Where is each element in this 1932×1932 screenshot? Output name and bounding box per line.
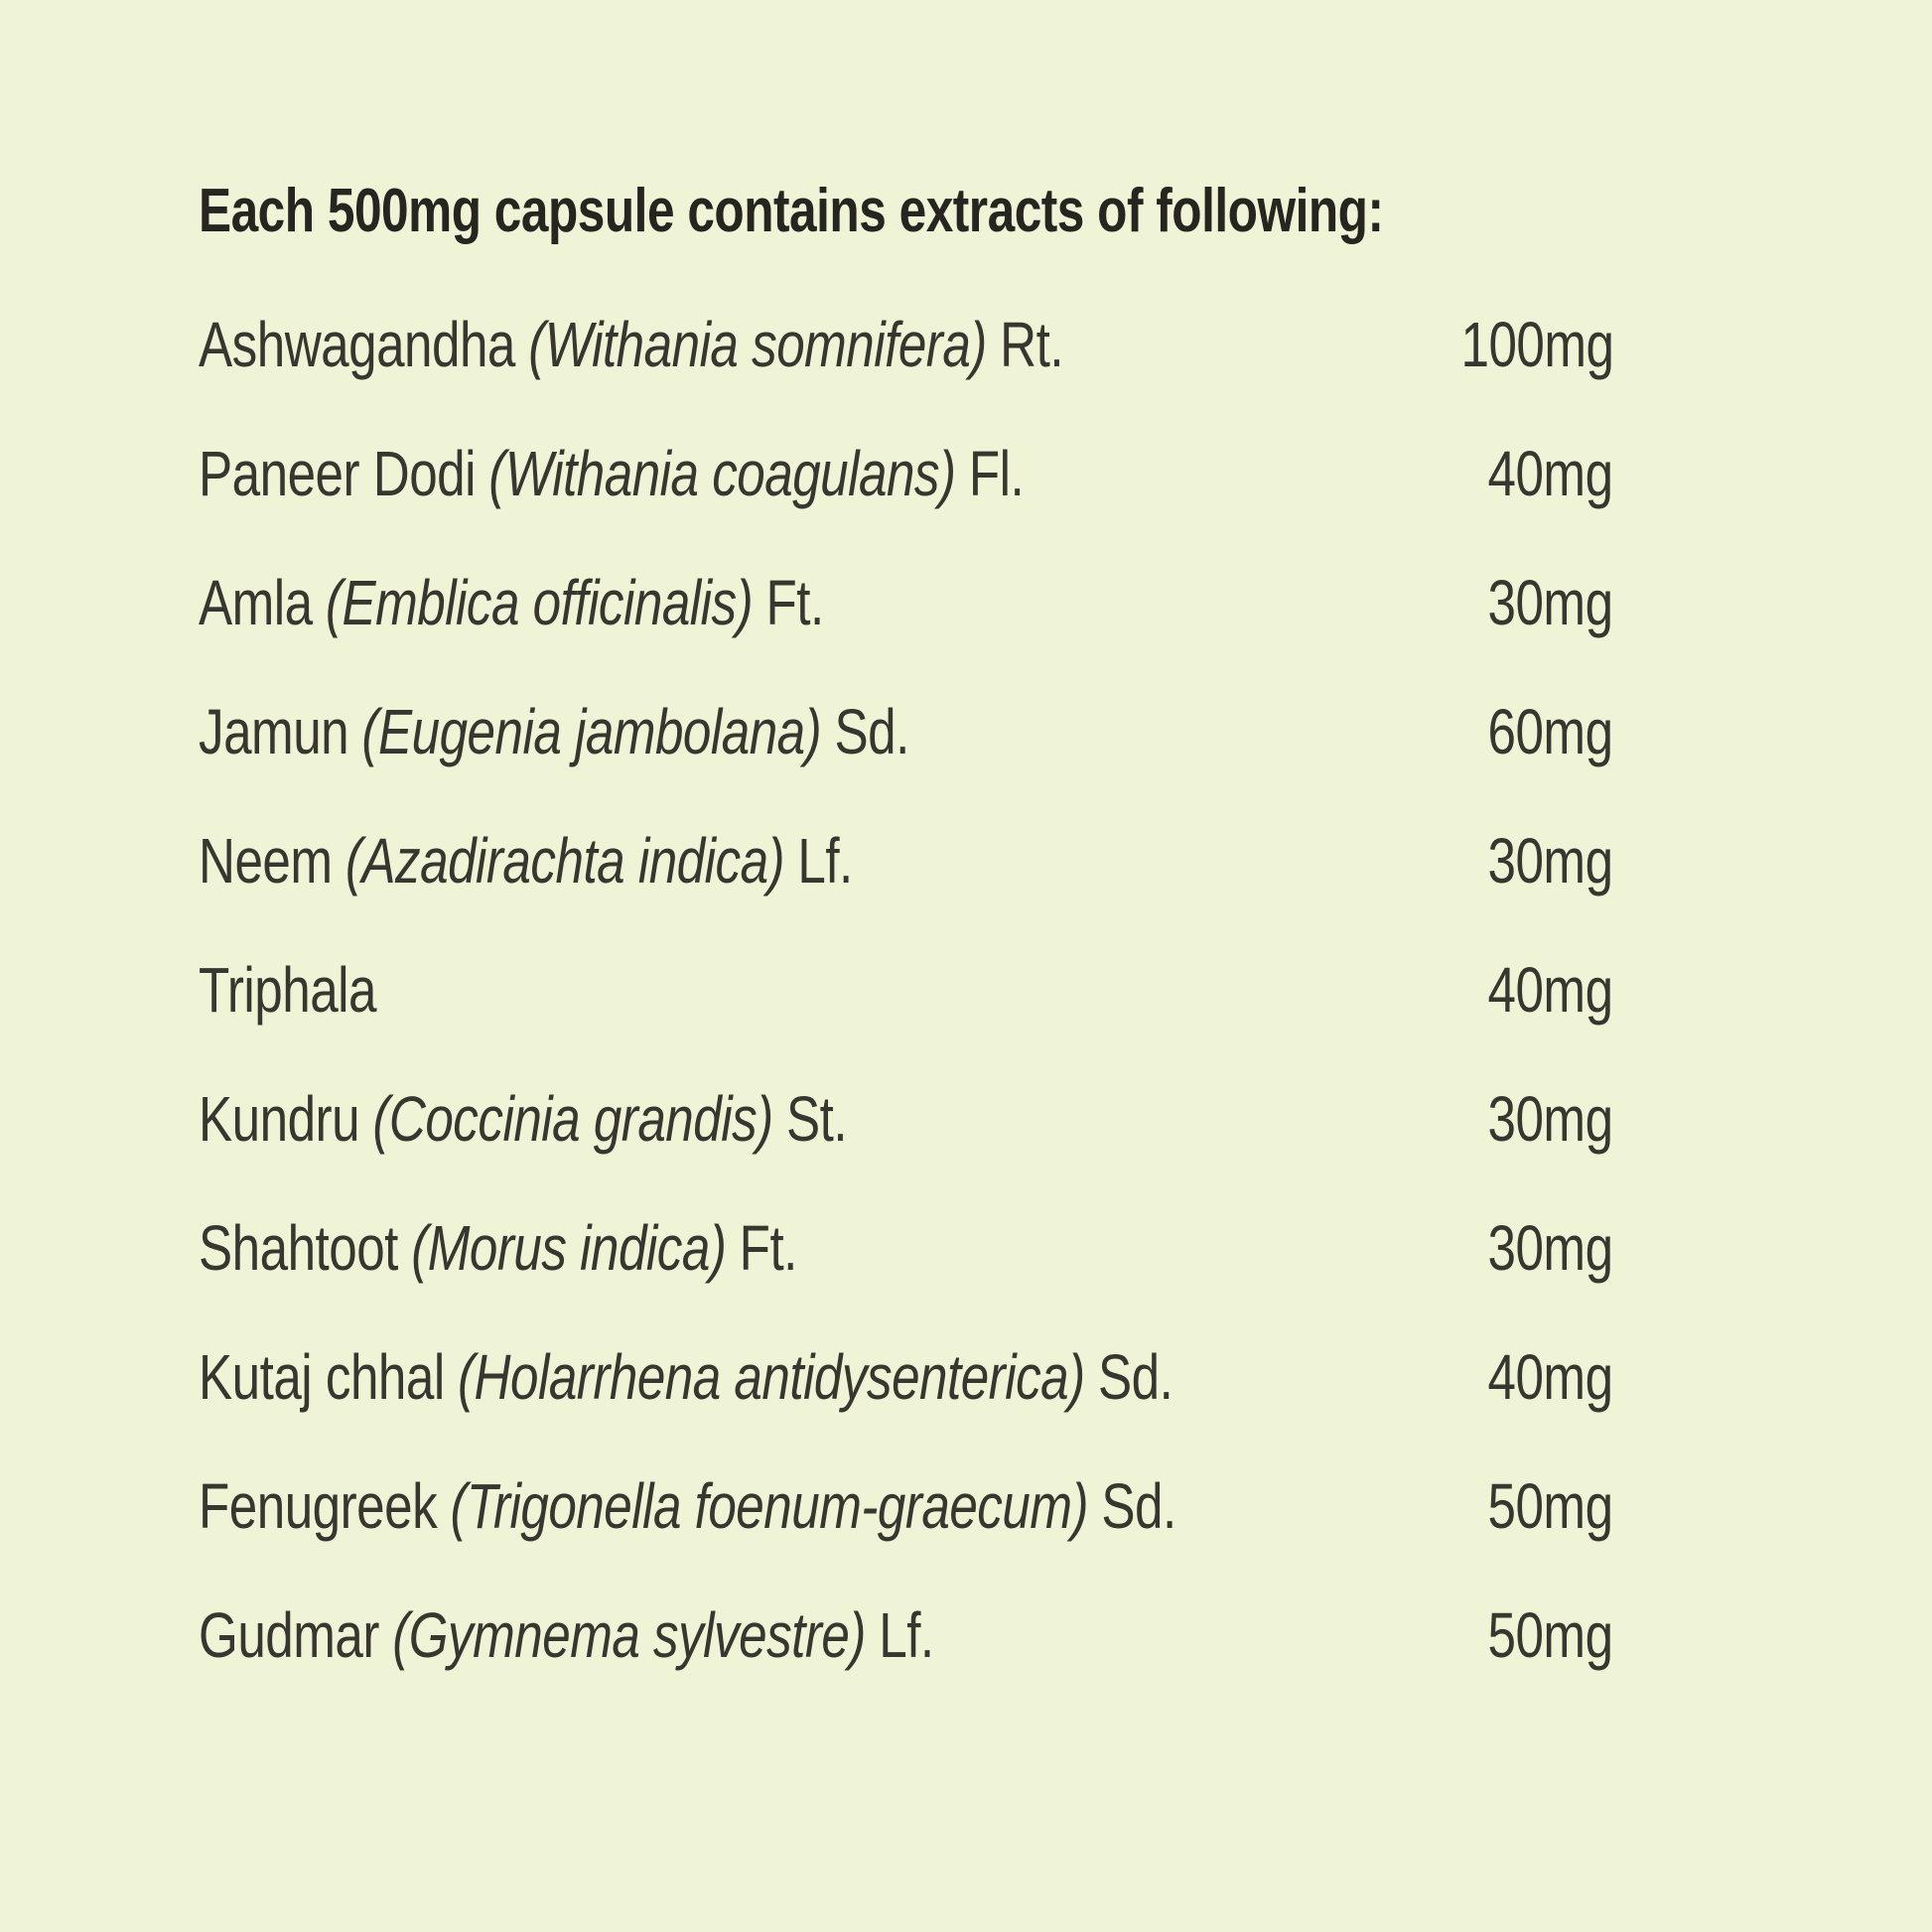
ingredient-amount-value: 30mg (1487, 1212, 1613, 1284)
ingredient-amount (1456, 1340, 1613, 1414)
ingredient-latin-name: (Gymnema sylvestre) (392, 1599, 866, 1671)
ingredient-row (199, 1054, 1613, 1183)
ingredient-plant-part: Sd. (834, 696, 909, 767)
ingredient-amount-value: 50mg (1487, 1599, 1613, 1671)
ingredient-amount-value: 40mg (1487, 438, 1613, 509)
ingredient-common-name: Kutaj chhal (199, 1341, 445, 1413)
ingredient-name (199, 824, 1456, 897)
ingredient-common-name: Amla (199, 567, 313, 638)
ingredient-latin-name: (Emblica officinalis) (325, 567, 754, 638)
ingredient-plant-part: Ft. (765, 567, 824, 638)
ingredient-amount-value: 40mg (1487, 1341, 1613, 1413)
ingredient-amount-value: 100mg (1460, 309, 1613, 380)
ingredient-common-name: Jamun (199, 696, 349, 767)
ingredient-name (199, 1598, 1456, 1672)
ingredient-name (199, 308, 1423, 381)
ingredient-name (199, 1211, 1456, 1285)
ingredient-plant-part: Lf. (797, 825, 853, 897)
ingredients-list (199, 280, 1613, 1700)
ingredient-latin-name: (Coccinia grandis) (372, 1083, 773, 1155)
ingredient-name (199, 1340, 1456, 1414)
ingredient-row (199, 667, 1613, 796)
ingredient-latin-name: (Eugenia jambolana) (361, 696, 822, 767)
ingredient-row (199, 280, 1613, 409)
ingredient-row (199, 1442, 1613, 1571)
ingredient-amount (1456, 1082, 1613, 1156)
ingredient-row (199, 1183, 1613, 1312)
ingredient-plant-part: Sd. (1097, 1341, 1173, 1413)
ingredient-common-name: Gudmar (199, 1599, 379, 1671)
ingredient-row (199, 1312, 1613, 1442)
ingredient-amount (1456, 1598, 1613, 1672)
ingredient-amount-value: 60mg (1487, 696, 1613, 767)
ingredient-name (199, 437, 1456, 510)
ingredient-amount (1456, 1211, 1613, 1285)
ingredient-amount (1423, 308, 1614, 381)
ingredient-amount-value: 50mg (1487, 1470, 1613, 1542)
ingredient-common-name: Fenugreek (199, 1470, 438, 1542)
ingredient-name (199, 1082, 1456, 1156)
ingredient-amount (1456, 437, 1613, 510)
ingredient-latin-name: (Trigonella foenum-graecum) (450, 1470, 1089, 1542)
ingredient-latin-name: (Holarrhena antidysenterica) (458, 1341, 1085, 1413)
ingredient-common-name: Triphala (199, 954, 376, 1026)
ingredient-amount (1456, 566, 1613, 639)
ingredient-row (199, 925, 1613, 1054)
ingredient-plant-part: Ft. (739, 1212, 797, 1284)
ingredient-row (199, 1571, 1613, 1700)
ingredient-name (199, 953, 1456, 1027)
ingredient-name (199, 1469, 1456, 1543)
ingredient-common-name: Paneer Dodi (199, 438, 476, 509)
ingredient-amount (1456, 824, 1613, 897)
ingredient-amount-value: 30mg (1487, 825, 1613, 897)
ingredient-common-name: Ashwagandha (199, 309, 515, 380)
ingredient-plant-part: Lf. (879, 1599, 934, 1671)
ingredient-plant-part: Fl. (968, 438, 1025, 509)
ingredient-name (199, 695, 1456, 768)
ingredient-amount (1456, 695, 1613, 768)
ingredient-amount (1456, 1469, 1613, 1543)
ingredient-row (199, 538, 1613, 667)
ingredient-amount-value: 30mg (1487, 567, 1613, 638)
ingredient-common-name: Neem (199, 825, 333, 897)
ingredients-header-title: Each 500mg capsule contains extracts of following: (199, 176, 1384, 245)
ingredient-amount-value: 30mg (1487, 1083, 1613, 1155)
ingredient-row (199, 409, 1613, 538)
ingredient-plant-part: Rt. (1000, 309, 1064, 380)
ingredient-plant-part: Sd. (1101, 1470, 1176, 1542)
ingredient-latin-name: (Withania coagulans) (488, 438, 956, 509)
ingredient-common-name: Kundru (199, 1083, 360, 1155)
ingredient-latin-name: (Morus indica) (411, 1212, 727, 1284)
ingredient-common-name: Shahtoot (199, 1212, 398, 1284)
ingredient-amount-value: 40mg (1487, 954, 1613, 1026)
ingredient-latin-name: (Azadirachta indica) (345, 825, 785, 897)
ingredient-latin-name: (Withania somnifera) (528, 309, 987, 380)
ingredient-amount (1456, 953, 1613, 1027)
ingredient-plant-part: St. (786, 1083, 848, 1155)
ingredients-header (199, 163, 1680, 258)
ingredient-row (199, 796, 1613, 925)
ingredient-name (199, 566, 1456, 639)
